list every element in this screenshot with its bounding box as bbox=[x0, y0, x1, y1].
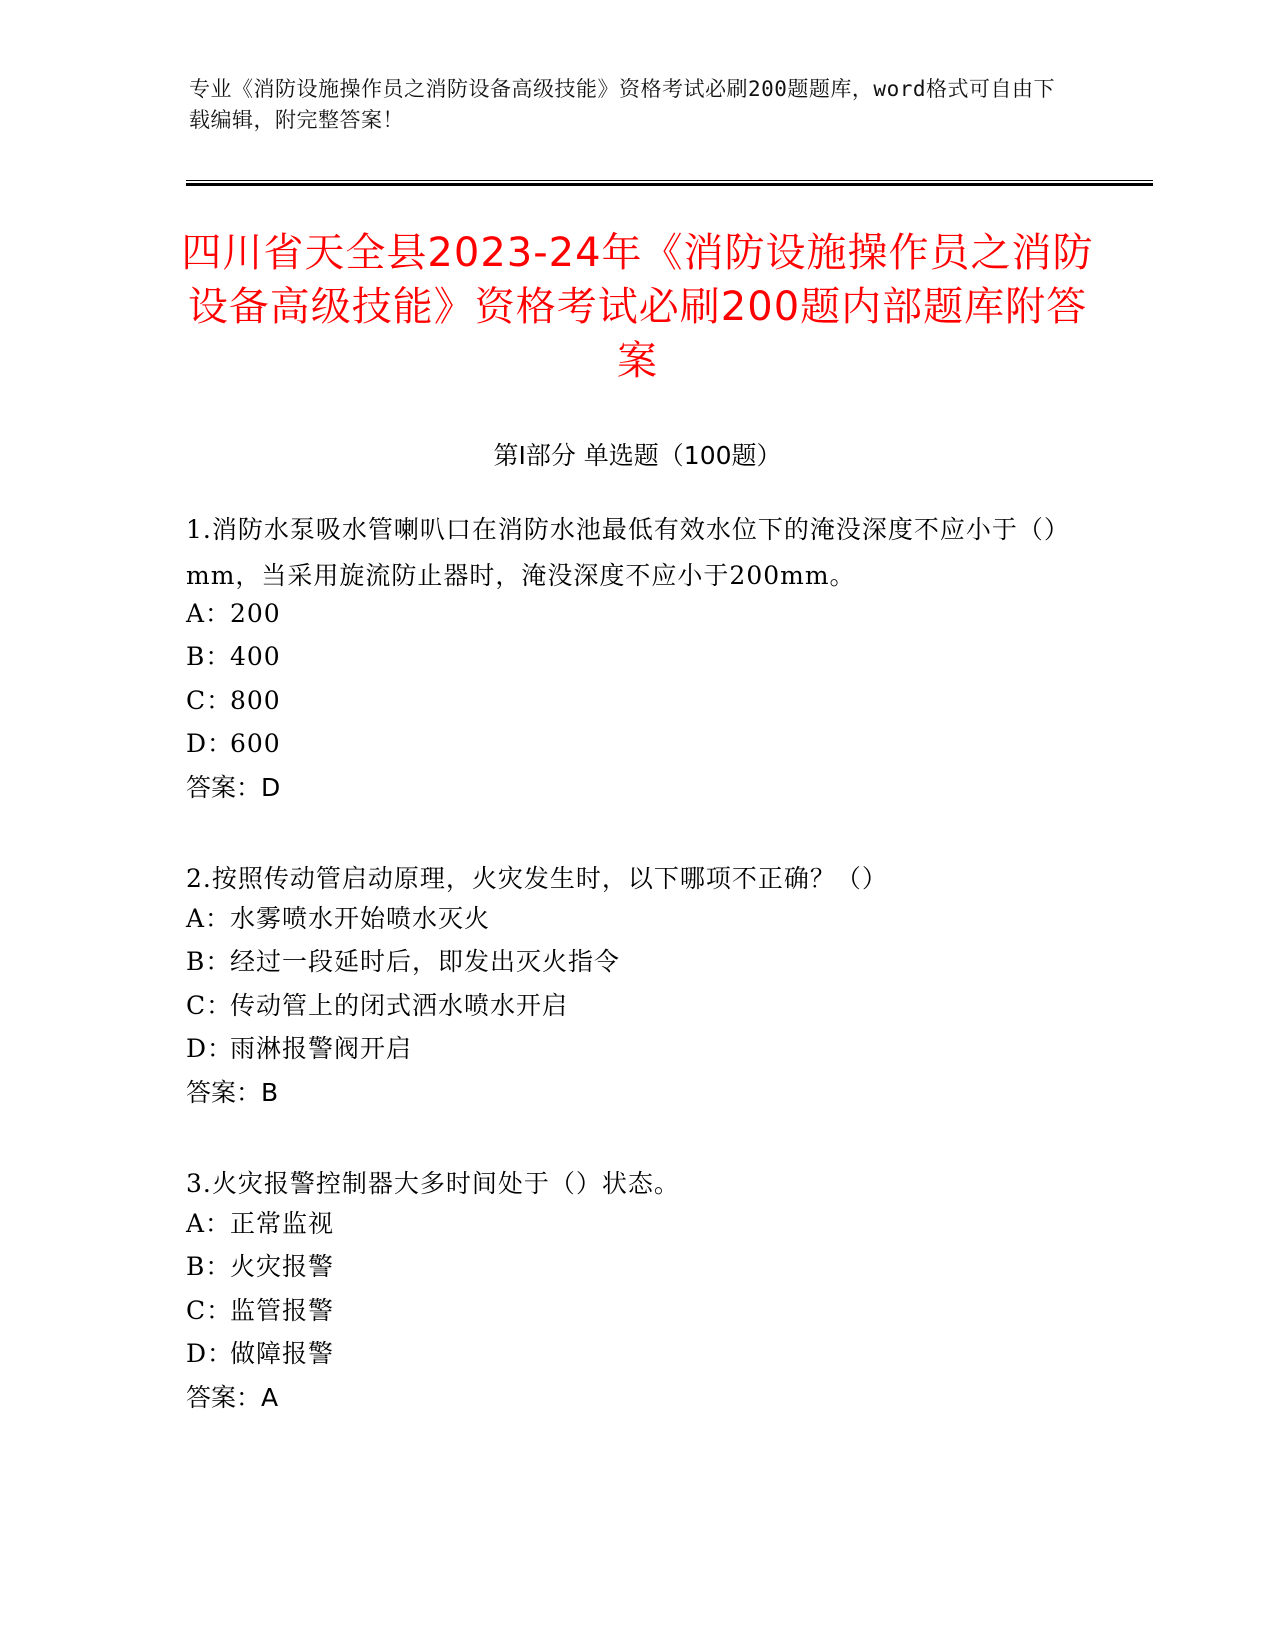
question-2-option-a bbox=[186, 902, 1066, 936]
question-3-option-c bbox=[186, 1294, 1066, 1328]
option-value: 传动管上的闭式洒水喷水开启 bbox=[230, 991, 569, 1020]
option-value: 水雾喷水开始喷水灭火 bbox=[230, 904, 491, 933]
option-key: B： bbox=[186, 642, 232, 671]
section-title: 第Ⅰ部分 单选题（100题） bbox=[493, 441, 782, 470]
document-title: 四川省天全县2023-24年《消防设施操作员之消防设备高级技能》资格考试必刷200题内部题库附答案 bbox=[181, 230, 1094, 384]
option-value: 正常监视 bbox=[230, 1209, 335, 1238]
option-key: A： bbox=[186, 904, 232, 933]
option-key: A： bbox=[186, 1209, 232, 1238]
question-3-text: 3.火灾报警控制器大多时间处于（）状态。 bbox=[186, 1169, 680, 1198]
question-1-option-c bbox=[186, 684, 1066, 718]
header-note: 专业《消防设施操作员之消防设备高级技能》资格考试必刷200题题库，word格式可自由下载编辑，附完整答案！ bbox=[189, 77, 1055, 132]
question-2-option-d bbox=[186, 1032, 1066, 1066]
option-value: 400 bbox=[230, 642, 281, 671]
question-1-answer: 答案：D bbox=[186, 773, 281, 802]
question-1-text: 1.消防水泵吸水管喇叭口在消防水池最低有效水位下的淹没深度不应小于（）mm，当采用旋流防止器时，淹没深度不应小于200mm。 bbox=[186, 515, 1058, 590]
option-key: A： bbox=[186, 599, 232, 628]
question-2-option-b bbox=[186, 945, 1066, 979]
option-key: D： bbox=[186, 1034, 234, 1063]
option-value: 雨淋报警阀开启 bbox=[230, 1034, 413, 1063]
question-2-text: 2.按照传动管启动原理，火灾发生时，以下哪项不正确？（） bbox=[186, 864, 888, 893]
question-3-option-b bbox=[186, 1250, 1066, 1284]
question-3-option-d bbox=[186, 1337, 1066, 1371]
question-1-option-b bbox=[186, 640, 1066, 674]
option-key: C： bbox=[186, 686, 233, 715]
question-1-option-a bbox=[186, 597, 1066, 631]
question-1-option-d bbox=[186, 727, 1066, 761]
header-divider-thin bbox=[186, 180, 1153, 181]
option-value: 做障报警 bbox=[230, 1339, 335, 1368]
option-key: B： bbox=[186, 1252, 232, 1281]
option-value: 800 bbox=[230, 686, 281, 715]
question-3-option-a bbox=[186, 1207, 1066, 1241]
header-divider-thick bbox=[186, 183, 1153, 186]
option-value: 200 bbox=[230, 599, 281, 628]
question-3-answer: 答案：A bbox=[186, 1383, 279, 1412]
question-2-option-c bbox=[186, 989, 1066, 1023]
option-key: C： bbox=[186, 1296, 233, 1325]
option-key: C： bbox=[186, 991, 233, 1020]
option-value: 600 bbox=[230, 729, 281, 758]
option-value: 经过一段延时后，即发出灭火指令 bbox=[230, 947, 621, 976]
option-key: D： bbox=[186, 729, 234, 758]
question-2-answer: 答案：B bbox=[186, 1078, 279, 1107]
option-key: D： bbox=[186, 1339, 234, 1368]
option-value: 监管报警 bbox=[230, 1296, 335, 1325]
option-value: 火灾报警 bbox=[230, 1252, 335, 1281]
option-key: B： bbox=[186, 947, 232, 976]
